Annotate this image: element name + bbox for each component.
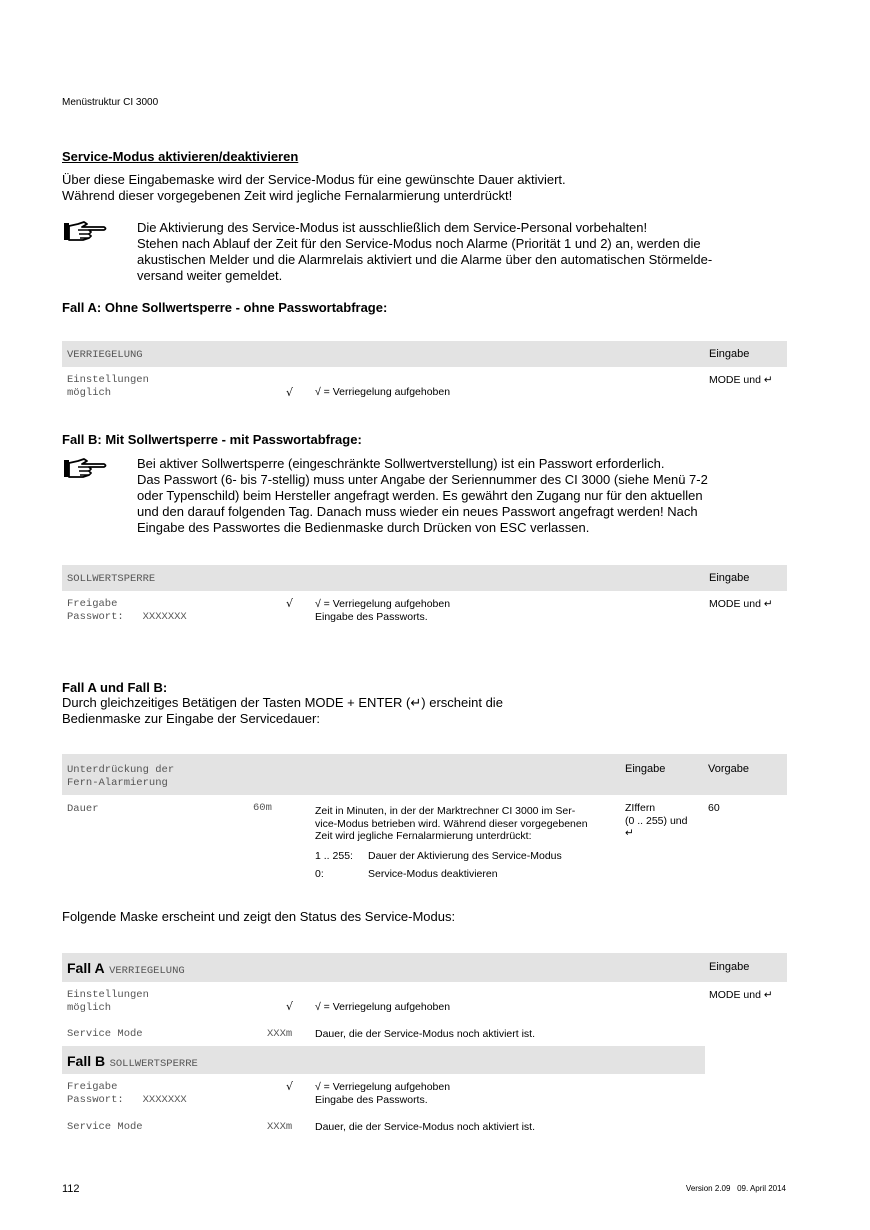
status-b-row1-label (67, 1081, 187, 1107)
duration-desc (315, 805, 620, 843)
duration-vorgabe: 60 (708, 802, 720, 814)
fall-a-header-code: VERRIEGELUNG (67, 349, 143, 361)
row-label-line: Einstellungen (67, 989, 149, 1001)
row-label-line: Passwort: XXXXXXX (67, 611, 187, 623)
version-info: Version 2.09 09. April 2014 (685, 1184, 786, 1193)
fall-a-row-label (67, 374, 149, 400)
check-mark: √ (286, 597, 294, 610)
desc-line: Eingabe des Passworts. (315, 610, 428, 623)
section-title: Service-Modus aktivieren/deaktivieren (62, 149, 299, 164)
desc-line: Zeit in Minuten, in der der Marktrechner CI 3000 im Ser- (315, 805, 576, 817)
option-key: 0: (315, 868, 324, 880)
status-fall-b-header (62, 1046, 705, 1074)
fall-b-header-code: SOLLWERTSPERRE (67, 573, 156, 585)
fall-ab-text (62, 695, 503, 727)
status-text: Folgende Maske erscheint und zeigt den Status des Service-Modus: (62, 909, 456, 924)
fall-ab-heading: Fall A und Fall B: (62, 680, 168, 695)
row-label-line: Freigabe (67, 1081, 118, 1093)
eingabe-line: (0 .. 255) und (625, 814, 688, 827)
status-a-row1-label (67, 989, 149, 1015)
note-line: oder Typenschild) beim Hersteller angefragt werden. Es gewährt den Zugang nur für den aktuellen (137, 488, 703, 503)
duration-row-label: Dauer (67, 803, 99, 815)
duration-eingabe (625, 802, 687, 840)
desc-line: vice-Modus betrieben wird. Während dieser vorgegebenen (315, 817, 588, 830)
fall-b-desc (315, 598, 450, 623)
header-line: Unterdrückung der (67, 764, 175, 776)
intro-line: Über diese Eingabemaske wird der Service-Modus für eine gewünschte Dauer aktiviert. (62, 172, 566, 187)
fall-a-label: Fall A (67, 960, 105, 976)
desc-line: √ = Verriegelung aufgehoben (315, 1081, 451, 1093)
status-a-eingabe: MODE und ↵ (709, 989, 773, 1001)
note-line: und den darauf folgenden Tag. Danach muss wieder ein neues Passwort angefragt werden! Nach (137, 504, 698, 519)
note-line: Eingabe des Passwortes die Bedienmaske durch Drücken von ESC verlassen. (137, 520, 590, 535)
pointing-hand-icon (62, 220, 108, 246)
duration-header-eingabe: Eingabe (625, 763, 666, 775)
note-line: Die Aktivierung des Service-Modus ist ausschließlich dem Service-Personal vorbehalten! (137, 220, 648, 235)
note-line: versand weiter gemeldet. (137, 268, 283, 283)
fall-a-desc: √ = Verriegelung aufgehoben (315, 386, 451, 398)
row-label-line: Einstellungen (67, 374, 149, 386)
running-header: Menüstruktur CI 3000 (62, 97, 159, 108)
page-number: 112 (62, 1183, 80, 1195)
status-b-row2-desc: Dauer, die der Service-Modus noch aktiviert ist. (315, 1121, 536, 1133)
fall-b-table-header (62, 565, 787, 591)
duration-table-header (62, 754, 787, 795)
fall-a-header (67, 960, 185, 978)
fall-b-row-label (67, 598, 187, 624)
eingabe-line: ZIffern (625, 802, 656, 814)
note-line: akustischen Melder und die Alarmrelais aktiviert und die Alarme über den automatischen Störmelde- (137, 252, 713, 267)
check-mark: √ (286, 1080, 294, 1093)
check-mark: √ (286, 1000, 294, 1013)
status-fall-a-header (62, 953, 787, 982)
pointing-hand-icon (62, 457, 108, 483)
option-key: 1 .. 255: (315, 850, 353, 862)
status-a-row1-desc: √ = Verriegelung aufgehoben (315, 1001, 451, 1013)
row-label-line: möglich (67, 387, 112, 399)
fall-b-eingabe: MODE und ↵ (709, 598, 773, 610)
note-line: Stehen nach Ablauf der Zeit für den Service-Modus noch Alarme (Priorität 1 und 2) an, werden die (137, 236, 701, 251)
fall-a-header-eingabe: Eingabe (709, 348, 750, 360)
header-line: Fern-Alarmierung (67, 777, 168, 789)
fall-b-label: Fall B (67, 1053, 106, 1069)
fall-b-header (67, 1053, 198, 1071)
note-line: Bei aktiver Sollwertsperre (eingeschränkte Sollwertverstellung) ist ein Passwort erforderlich. (137, 456, 665, 471)
intro-text (62, 172, 566, 204)
status-b-row2-label: Service Mode (67, 1121, 143, 1133)
desc-line: Zeit wird jegliche Fernalarmierung unterdrückt: (315, 830, 532, 842)
password-note (137, 456, 787, 536)
duration-row-value: 60m (253, 802, 272, 814)
status-b-row1-desc (315, 1081, 450, 1106)
row-label-line: möglich (67, 1002, 112, 1014)
duration-header-vorgabe: Vorgabe (708, 763, 749, 775)
fall-a-eingabe: MODE und ↵ (709, 374, 773, 386)
fall-a-table-header (62, 341, 787, 367)
status-a-row2-label: Service Mode (67, 1028, 143, 1040)
intro-line: Während dieser vorgegebenen Zeit wird jegliche Fernalarmierung unterdrückt! (62, 188, 513, 203)
text-line: Durch gleichzeitiges Betätigen der Tasten MODE + ENTER (↵) erscheint die (62, 695, 503, 710)
fall-a-heading: Fall A: Ohne Sollwertsperre - ohne Passwortabfrage: (62, 300, 388, 315)
status-a-row2-value: XXXm (267, 1028, 293, 1040)
fall-b-heading: Fall B: Mit Sollwertsperre - mit Passwortabfrage: (62, 432, 362, 447)
option-text: Service-Modus deaktivieren (368, 868, 498, 880)
row-label-line: Freigabe (67, 598, 118, 610)
desc-line: √ = Verriegelung aufgehoben (315, 598, 451, 610)
desc-line: Eingabe des Passworts. (315, 1093, 428, 1106)
eingabe-line: ↵ (625, 827, 634, 839)
fall-b-code: SOLLWERTSPERRE (109, 1058, 198, 1070)
note-line: Das Passwort (6- bis 7-stellig) muss unter Angabe der Seriennummer des CI 3000 (siehe Menü 7-2 (137, 472, 708, 487)
service-note (137, 220, 787, 284)
status-b-row2-value: XXXm (267, 1121, 293, 1133)
duration-header-code (67, 764, 174, 790)
option-text: Dauer der Aktivierung des Service-Modus (368, 850, 562, 862)
fall-b-header-eingabe: Eingabe (709, 572, 750, 584)
row-label-line: Passwort: XXXXXXX (67, 1094, 187, 1106)
status-a-row2-desc: Dauer, die der Service-Modus noch aktiviert ist. (315, 1028, 536, 1040)
text-line: Bedienmaske zur Eingabe der Servicedauer: (62, 711, 320, 726)
check-mark: √ (286, 386, 294, 399)
status-header-eingabe: Eingabe (709, 961, 750, 973)
fall-a-code: VERRIEGELUNG (109, 965, 185, 977)
